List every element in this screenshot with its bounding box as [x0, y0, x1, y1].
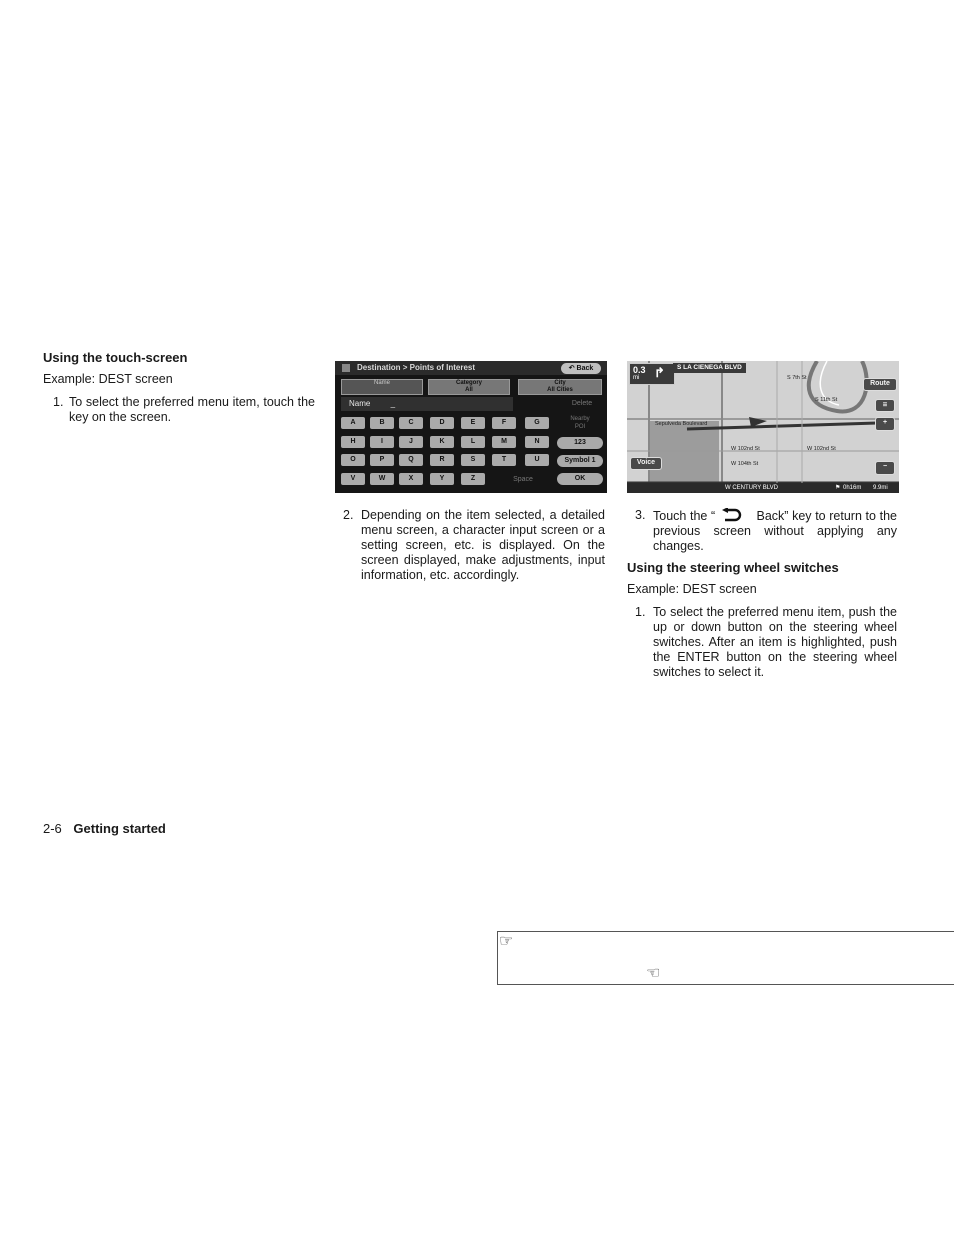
tab-line-1: City [554, 380, 566, 386]
key-d[interactable]: D [430, 417, 454, 429]
step-3 [635, 508, 897, 554]
key-n[interactable]: N [525, 436, 549, 448]
step-number: 2. [343, 508, 354, 522]
pointing-hand-icon: ☞ [499, 933, 514, 950]
name-label: Name [349, 399, 371, 408]
next-street-name: S LA CIENEGA BLVD [673, 363, 746, 373]
key-o[interactable]: O [341, 454, 365, 466]
step-text: To select the preferred menu item, push the up or down button on the steering wheel switches. After an item is highlighted, push the ENTER button on the steering wheel switches to select it. [653, 605, 897, 679]
screen-title-bar [335, 361, 607, 375]
nearby-line-1: Nearby [570, 416, 590, 422]
street-label: S 11th St [815, 397, 838, 403]
screen-title: Destination > Points of Interest [357, 363, 476, 372]
step-number: 1. [635, 605, 646, 619]
step-text: Depending on the item selected, a detailed menu screen, a character input screen or a setting screen, etc. is displayed. On the screen displayed, make adjustments, input information, etc. accordingly. [361, 508, 605, 582]
key-c[interactable]: C [399, 417, 423, 429]
key-g[interactable]: G [525, 417, 549, 429]
street-label: W 102nd St [807, 446, 836, 452]
keyboard-input-screen [335, 361, 607, 493]
example-label: Example: DEST screen [627, 582, 757, 596]
nearby-line-2: POI [574, 424, 586, 430]
key-a[interactable]: A [341, 417, 365, 429]
key-e[interactable]: E [461, 417, 485, 429]
key-h[interactable]: H [341, 436, 365, 448]
back-arrow-icon: ↶ [568, 365, 575, 372]
back-button[interactable] [561, 363, 601, 374]
key-w[interactable]: W [370, 473, 394, 485]
delete-button[interactable]: Delete [571, 400, 593, 407]
page-number: 2-6 [43, 821, 62, 836]
section-heading-steering-wheel: Using the steering wheel switches [627, 560, 839, 575]
current-street-name: W CENTURY BLVD [725, 485, 779, 491]
step-1-steering [635, 605, 897, 680]
step-text [653, 508, 897, 554]
back-label: Back [576, 365, 594, 372]
step-number: 3. [635, 508, 646, 522]
key-j[interactable]: J [399, 436, 423, 448]
tab-line-1: Name [373, 380, 390, 386]
turn-indicator [629, 363, 675, 385]
key-k[interactable]: K [430, 436, 454, 448]
key-b[interactable]: B [370, 417, 394, 429]
map-menu-button[interactable]: ☰ [875, 399, 895, 412]
section-heading-touch-screen: Using the touch-screen [43, 350, 188, 365]
tab-name[interactable] [341, 379, 423, 395]
street-label: Sepulveda Boulevard [655, 421, 708, 427]
destination-icon [341, 363, 351, 373]
key-v[interactable]: V [341, 473, 365, 485]
text-cursor: _ [390, 399, 396, 408]
tab-city[interactable] [518, 379, 602, 395]
step-text-end: Back” key to return to the previous screen without applying any changes. [653, 509, 897, 553]
distance-value: 0.3 [633, 365, 646, 375]
street-label: W 102nd St [731, 446, 760, 452]
key-q[interactable]: Q [399, 454, 423, 466]
space-button[interactable]: Space [513, 476, 533, 483]
step-number: 1. [53, 395, 64, 409]
section-name: Getting started [73, 821, 166, 836]
key-p[interactable]: P [370, 454, 394, 466]
current-street-bar [627, 483, 899, 493]
tab-line-2: All Cities [547, 387, 573, 393]
step-1 [53, 395, 315, 425]
name-input[interactable] [341, 397, 513, 411]
key-y[interactable]: Y [430, 473, 454, 485]
zoom-out-button[interactable]: − [875, 461, 895, 475]
nearby-poi-button[interactable] [557, 415, 603, 431]
key-x[interactable]: X [399, 473, 423, 485]
street-label: S 7th St [787, 375, 807, 381]
key-f[interactable]: F [492, 417, 516, 429]
street-label: W 104th St [731, 461, 759, 467]
distance-unit: mi [633, 375, 640, 381]
example-label: Example: DEST screen [43, 372, 173, 386]
numeric-keys-button[interactable]: 123 [557, 437, 603, 449]
turn-right-arrow-icon: ↱ [654, 365, 665, 380]
zoom-in-button[interactable]: + [875, 417, 895, 431]
symbol-keys-button[interactable]: Symbol 1 [557, 455, 603, 467]
key-s[interactable]: S [461, 454, 485, 466]
tab-line-2: All [465, 387, 473, 393]
step-text-start: Touch the “ [653, 509, 716, 523]
map-screen [627, 361, 899, 493]
pointing-hand-icon: ☜ [646, 965, 661, 982]
key-l[interactable]: L [461, 436, 485, 448]
key-i[interactable]: I [370, 436, 394, 448]
time-remaining: 0h16m [843, 485, 862, 491]
key-z[interactable]: Z [461, 473, 485, 485]
route-button[interactable]: Route [863, 378, 897, 391]
step-text: To select the preferred menu item, touch the key on the screen. [69, 395, 315, 424]
key-r[interactable]: R [430, 454, 454, 466]
ok-button[interactable]: OK [557, 473, 603, 485]
tab-line-1: Category [455, 380, 482, 386]
distance-remaining: 9.9mi [873, 485, 888, 491]
flag-icon: ⚑ [835, 485, 841, 491]
back-arrow-icon [721, 508, 743, 522]
page-footer [43, 821, 166, 836]
key-m[interactable]: M [492, 436, 516, 448]
step-2 [343, 508, 605, 583]
voice-button[interactable]: Voice [630, 457, 662, 470]
key-t[interactable]: T [492, 454, 516, 466]
reference-note-box [497, 931, 954, 985]
key-u[interactable]: U [525, 454, 549, 466]
tab-category[interactable] [428, 379, 510, 395]
